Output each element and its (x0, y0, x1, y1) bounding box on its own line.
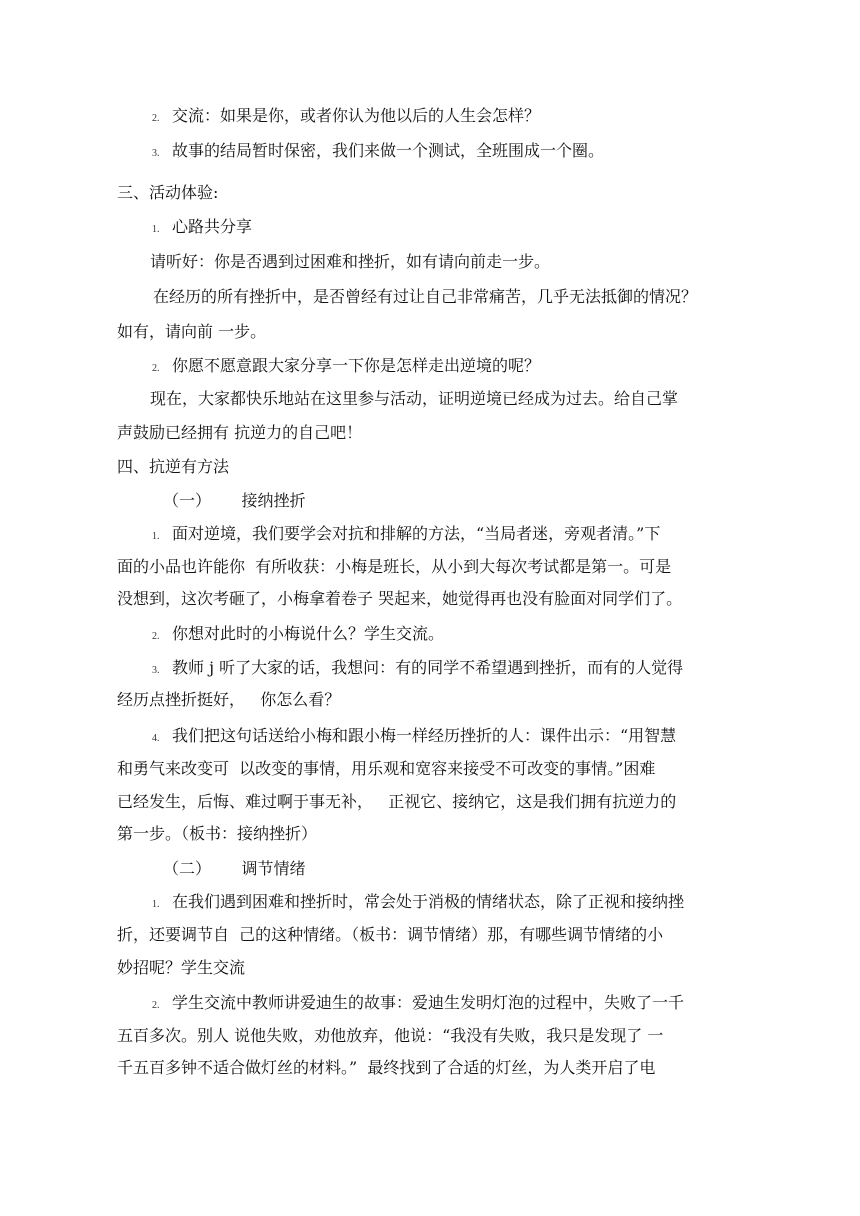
list-item-1-negative-emotions (152, 891, 684, 916)
paragraph-text: 面的小品也许能你 有所收获：小梅是班长，从小到大每次考试都是第一。可是 (117, 557, 672, 576)
list-number: 2. (152, 113, 160, 124)
paragraph-text: 如有，请向前 一步。 (117, 322, 267, 341)
paragraph-text: 现在，大家都快乐地站在这里参与活动，证明逆境已经成为过去。给自己掌 (150, 389, 679, 408)
paragraph-text: 心路共分享 (172, 217, 253, 236)
paragraph-text: 和勇气来改变可 以改变的事情，用乐观和宽容来接受不可改变的事情。”困难 (117, 759, 656, 778)
paragraph-text: 在经历的所有挫折中，是否曾经有过让自己非常痛苦，几乎无法抵御的情况？ (153, 287, 698, 306)
section-heading-methods (117, 456, 229, 478)
paragraph-line (117, 556, 671, 578)
paragraph-text: 故事的结局暂时保密，我们来做一个测试，全班围成一个圈。 (172, 141, 605, 160)
paragraph-text: 已经发生，后悔、难过啊于事无补， 正视它、接纳它，这是我们拥有抗逆力的 (117, 792, 677, 811)
paragraph-text: 你愿不愿意跟大家分享一下你是怎样走出逆境的呢？ (172, 356, 541, 375)
heading-text: 三、活动体验: (117, 183, 219, 202)
subsection-heading-accept (163, 490, 306, 512)
paragraph-line (117, 422, 362, 444)
paragraph-text: 折，还要调节自 己的这种情绪。（板书：调节情绪）那，有哪些调节情绪的小 (117, 925, 664, 944)
paragraph-text: 声鼓励已经拥有 抗逆力的自己吧！ (117, 423, 363, 442)
paragraph-text: 千五百多钟不适合做灯丝的材料。” 最终找到了合适的灯丝，为人类开启了电 (117, 1058, 656, 1077)
list-item-1-share (152, 216, 252, 241)
list-item-2-share-question (152, 355, 540, 380)
list-number: 1. (152, 224, 160, 235)
paragraph-line (117, 758, 655, 780)
list-number: 4. (152, 733, 160, 744)
list-number: 1. (152, 899, 160, 910)
paragraph-text: 在我们遇到困难和挫折时，常会处于消极的情绪状态，除了正视和接纳挫 (172, 892, 685, 911)
list-number: 1. (152, 531, 160, 542)
paragraph-line (117, 321, 266, 343)
list-item-2-edison-story (152, 992, 684, 1017)
paragraph-text: 请听好：你是否遇到过困难和挫折，如有请向前走一步。 (150, 252, 551, 271)
list-item-3-story-ending (152, 140, 604, 165)
list-number: 2. (152, 631, 160, 642)
paragraph-text: 没想到，这次考砸了，小梅拿着卷子 哭起来，她觉得再也没有脸面对同学们了。 (117, 589, 683, 608)
paragraph-text: 我们把这句话送给小梅和跟小梅一样经历挫折的人：课件出示：“用智慧 (172, 726, 677, 745)
paragraph-text: 学生交流中教师讲爱迪生的故事：爱迪生发明灯泡的过程中，失败了一千 (172, 993, 685, 1012)
paragraph-line (117, 791, 676, 813)
paragraph-text: 五百多次。别人 说他失败，劝他放弃，他说：“我没有失败，我只是发现了 一 (117, 1026, 664, 1045)
paragraph-line (150, 251, 550, 273)
list-item-2-say-to-xiaomei (152, 623, 444, 648)
subsection-heading-emotions (163, 858, 306, 880)
paragraph-line (117, 924, 663, 946)
heading-text: （二） 调节情绪 (163, 859, 306, 878)
section-heading-activity (117, 182, 218, 204)
heading-text: 四、抗逆有方法 (117, 457, 230, 476)
paragraph-text: 面对逆境，我们要学会对抗和排解的方法，“当局者迷，旁观者清。”下 (172, 524, 661, 543)
list-item-3-teacher-question (152, 657, 683, 682)
paragraph-text: 第一步。（板书：接纳挫折） (117, 824, 318, 843)
paragraph-line (117, 1025, 663, 1047)
paragraph-line (150, 388, 678, 410)
paragraph-line (153, 286, 697, 308)
paragraph-line (117, 689, 340, 711)
list-item-1-face-adversity (152, 523, 660, 548)
paragraph-line (117, 823, 317, 845)
paragraph-line (117, 1057, 655, 1079)
list-number: 2. (152, 1000, 160, 1011)
list-number: 3. (152, 148, 160, 159)
paragraph-text: 教师 j 听了大家的话，我想问：有的同学不希望遇到挫折，而有的人觉得 (172, 658, 684, 677)
list-number: 2. (152, 363, 160, 374)
paragraph-text: 妙招呢？学生交流 (117, 958, 246, 977)
paragraph-text: 你想对此时的小梅说什么？学生交流。 (172, 624, 445, 643)
list-number: 3. (152, 665, 160, 676)
paragraph-text: 交流：如果是你，或者你认为他以后的人生会怎样？ (172, 106, 541, 125)
list-item-4-courseware (152, 725, 676, 750)
heading-text: （一） 接纳挫折 (163, 491, 306, 510)
paragraph-text: 经历点挫折挺好， 你怎么看？ (117, 690, 341, 709)
list-item-2-exchange (152, 105, 540, 130)
paragraph-line (117, 588, 682, 610)
paragraph-line (117, 957, 245, 979)
